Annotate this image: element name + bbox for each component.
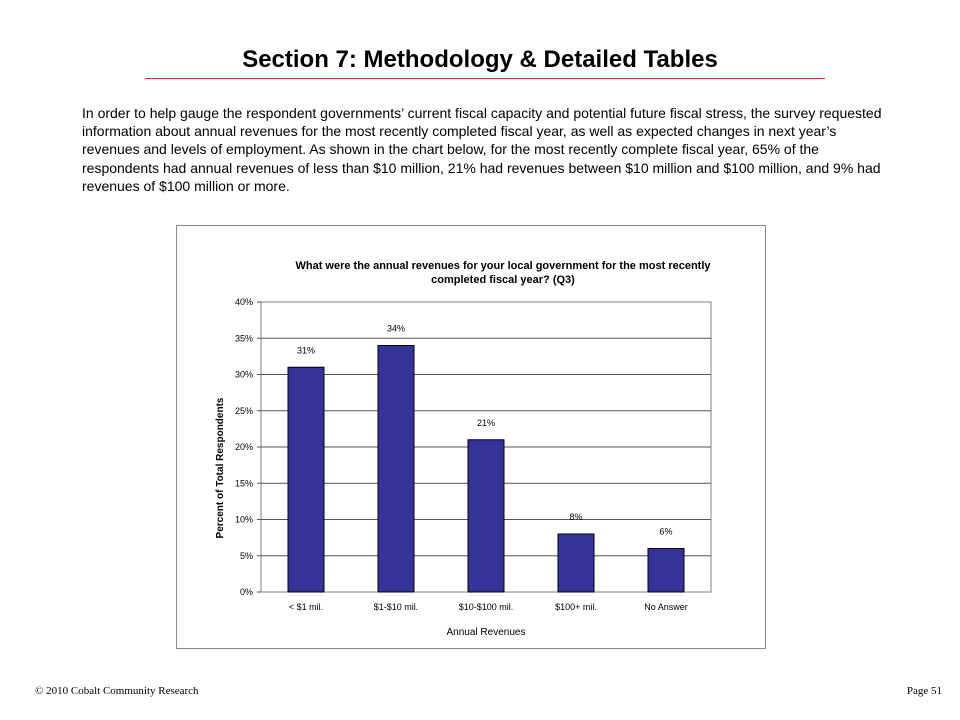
x-tick-label: < $1 mil.	[288, 602, 324, 612]
bar	[378, 346, 414, 593]
y-tick-label: 5%	[239, 550, 253, 561]
bar	[468, 440, 504, 592]
x-axis-title: Annual Revenues	[446, 627, 526, 638]
y-tick-label: 35%	[234, 333, 253, 344]
y-tick-label: 30%	[234, 369, 253, 380]
data-label: 34%	[386, 323, 406, 334]
revenue-bar-chart	[177, 226, 765, 648]
chart-title-line-2: completed fiscal year? (Q3)	[431, 274, 575, 286]
y-tick-label: 15%	[234, 478, 253, 489]
y-tick-label: 0%	[239, 587, 253, 597]
bar	[648, 549, 684, 593]
data-label: 31%	[296, 345, 316, 356]
page-title: Section 7: Methodology & Detailed Tables	[242, 46, 718, 73]
y-tick-label: 10%	[234, 514, 253, 525]
y-tick-label: 25%	[234, 405, 253, 416]
bar	[558, 534, 594, 592]
x-tick-label: $10-$100 mil.	[458, 602, 514, 612]
chart-title-line-1: What were the annual revenues for your local government for the most recently	[295, 260, 711, 272]
title-underline	[145, 78, 825, 79]
chart-frame	[176, 225, 766, 649]
page-number: Page 51	[906, 685, 942, 697]
x-tick-label: $100+ mil.	[555, 602, 597, 612]
copyright-footer: © 2010 Cobalt Community Research	[35, 685, 199, 697]
x-tick-label: No Answer	[644, 602, 688, 612]
y-tick-label: 40%	[234, 297, 253, 307]
data-label: 21%	[476, 417, 496, 428]
bar	[288, 367, 324, 592]
x-tick-label: $1-$10 mil.	[373, 602, 419, 612]
data-label: 6%	[659, 526, 673, 537]
y-tick-label: 20%	[234, 442, 253, 452]
y-axis-title: Percent of Total Respondents	[215, 397, 226, 539]
data-label: 8%	[569, 512, 583, 522]
intro-paragraph: In order to help gauge the respondent governments’ current fiscal capacity and potential future fiscal stress, the survey requested information about annual revenues for the most recently completed fiscal year, as well as expected changes in next year’s revenues and levels of employment. As shown in the chart below, for the most recently complete fiscal year, 65% of the respondents had annual revenues of less than $10 million, 21% had revenues between $10 million and $100 million, and 9% had revenues of $100 million or more.	[82, 105, 882, 194]
